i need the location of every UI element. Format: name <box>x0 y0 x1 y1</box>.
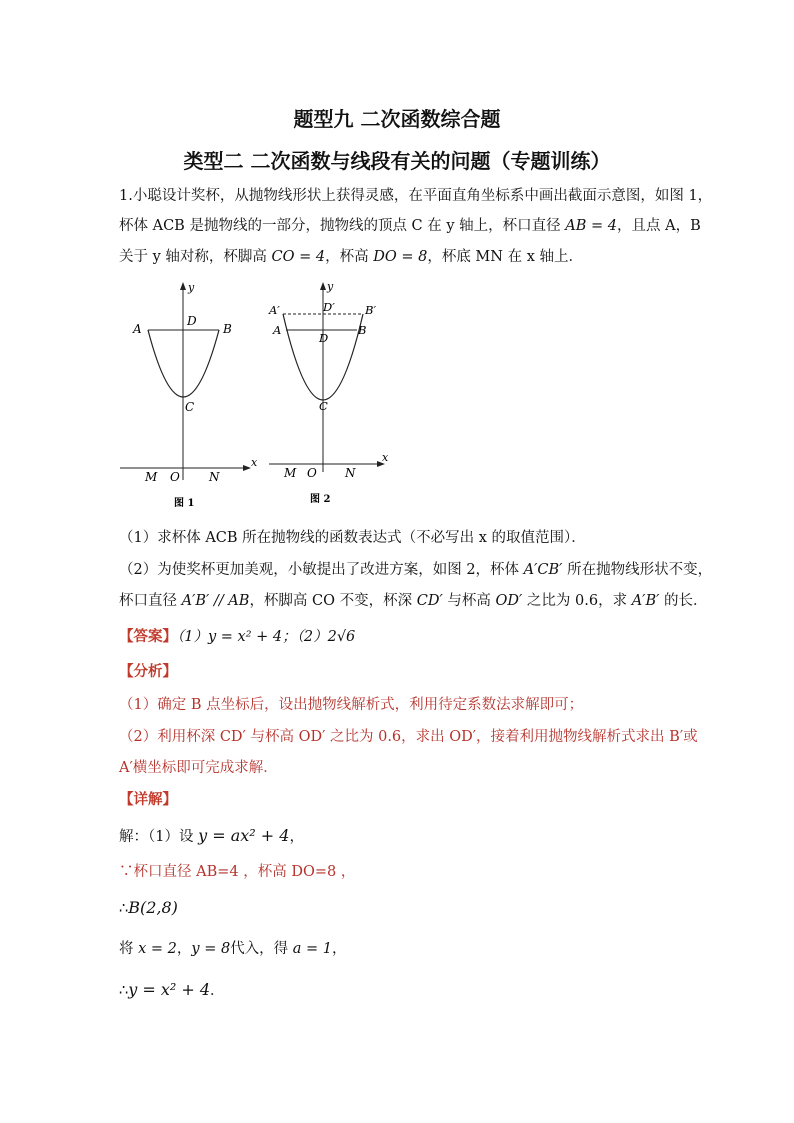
label-m: M <box>145 470 158 484</box>
page-title: 题型九 二次函数综合题 <box>293 107 501 131</box>
detail-line-5: ∴y = x² + 4． <box>119 980 225 999</box>
label-o: O <box>307 466 317 480</box>
label-y: y <box>327 280 334 293</box>
label-a: A <box>133 322 142 336</box>
analysis-line-2: （2）利用杯深 CD′ 与杯高 OD′ 之比为 0.6，求出 OD′，接着利用抛物线解析式求出 B′或 <box>119 729 698 745</box>
label-a-prime: A′ <box>269 303 280 317</box>
label-b-prime: B′ <box>365 303 377 317</box>
analysis-line-3: A′横坐标即可完成求解． <box>119 760 278 776</box>
page-subtitle: 类型二 二次函数与线段有关的问题（专题训练） <box>183 149 611 173</box>
detail-line-4: 将 x = 2，y = 8代入，得 a = 1， <box>119 941 347 957</box>
answer-line <box>119 627 355 647</box>
figure-2 <box>265 280 400 515</box>
analysis-line-1: （1）确定 B 点坐标后，设出抛物线解析式，利用待定系数法求解即可； <box>119 697 584 713</box>
figure-1-caption: 图 1 <box>174 498 195 509</box>
label-x: x <box>251 456 258 469</box>
label-c: C <box>319 399 328 413</box>
label-b: B <box>223 322 232 336</box>
figure-1 <box>115 280 258 515</box>
problem-line-1: 1.小聪设计奖杯，从抛物线形状上获得灵感，在平面直角坐标系中画出截面示意图，如图 1， <box>119 188 713 204</box>
label-d-prime: D′ <box>323 300 335 314</box>
question-2-line-2: 杯口直径 A′B′ // AB，杯脚高 CO 不变，杯深 CD′ 与杯高 OD′ 之比为 0.6，求 A′B′ 的长． <box>119 593 708 609</box>
answer-text: （1）y = x² + 4；（2）2√6 <box>177 629 356 645</box>
label-c: C <box>185 400 195 414</box>
label-n: N <box>345 466 356 480</box>
label-x: x <box>382 451 389 464</box>
analysis-tag: 【分析】 <box>119 663 177 680</box>
y-axis-arrow <box>180 282 186 290</box>
figure-2-caption: 图 2 <box>310 494 331 505</box>
detail-line-2: ∵杯口直径 AB=4 ，杯高 DO=8 ， <box>119 864 356 880</box>
label-m: M <box>284 466 297 480</box>
question-1: （1）求杯体 ACB 所在抛物线的函数表达式（不必写出 x 的取值范围）． <box>119 530 586 546</box>
question-2-line-1: （2）为使奖杯更加美观，小敏提出了改进方案，如图 2，杯体 A′CB′ 所在抛物线形状不变， <box>119 562 713 578</box>
label-d: D <box>319 331 329 345</box>
problem-line-3: 关于 y 轴对称，杯脚高 CO = 4，杯高 DO = 8，杯底 MN 在 x 轴上． <box>119 249 583 265</box>
detail-line-1: 解：（1）设 y = ax² + 4， <box>119 826 304 845</box>
label-b: B <box>358 323 367 337</box>
label-a: A <box>273 323 282 337</box>
label-n: N <box>209 470 220 484</box>
x-axis-arrow <box>243 465 251 471</box>
label-o: O <box>170 470 180 484</box>
problem-line-2: 杯体 ACB 是抛物线的一部分，抛物线的顶点 C 在 y 轴上，杯口直径 AB = 4，且点 A，B <box>119 218 701 234</box>
answer-tag: 【答案】 <box>119 628 177 645</box>
label-d: D <box>187 314 197 328</box>
label-y: y <box>188 281 195 294</box>
detail-tag: 【详解】 <box>119 791 177 808</box>
y-axis-arrow <box>320 282 326 290</box>
detail-line-3: ∴B(2,8) <box>119 898 178 917</box>
